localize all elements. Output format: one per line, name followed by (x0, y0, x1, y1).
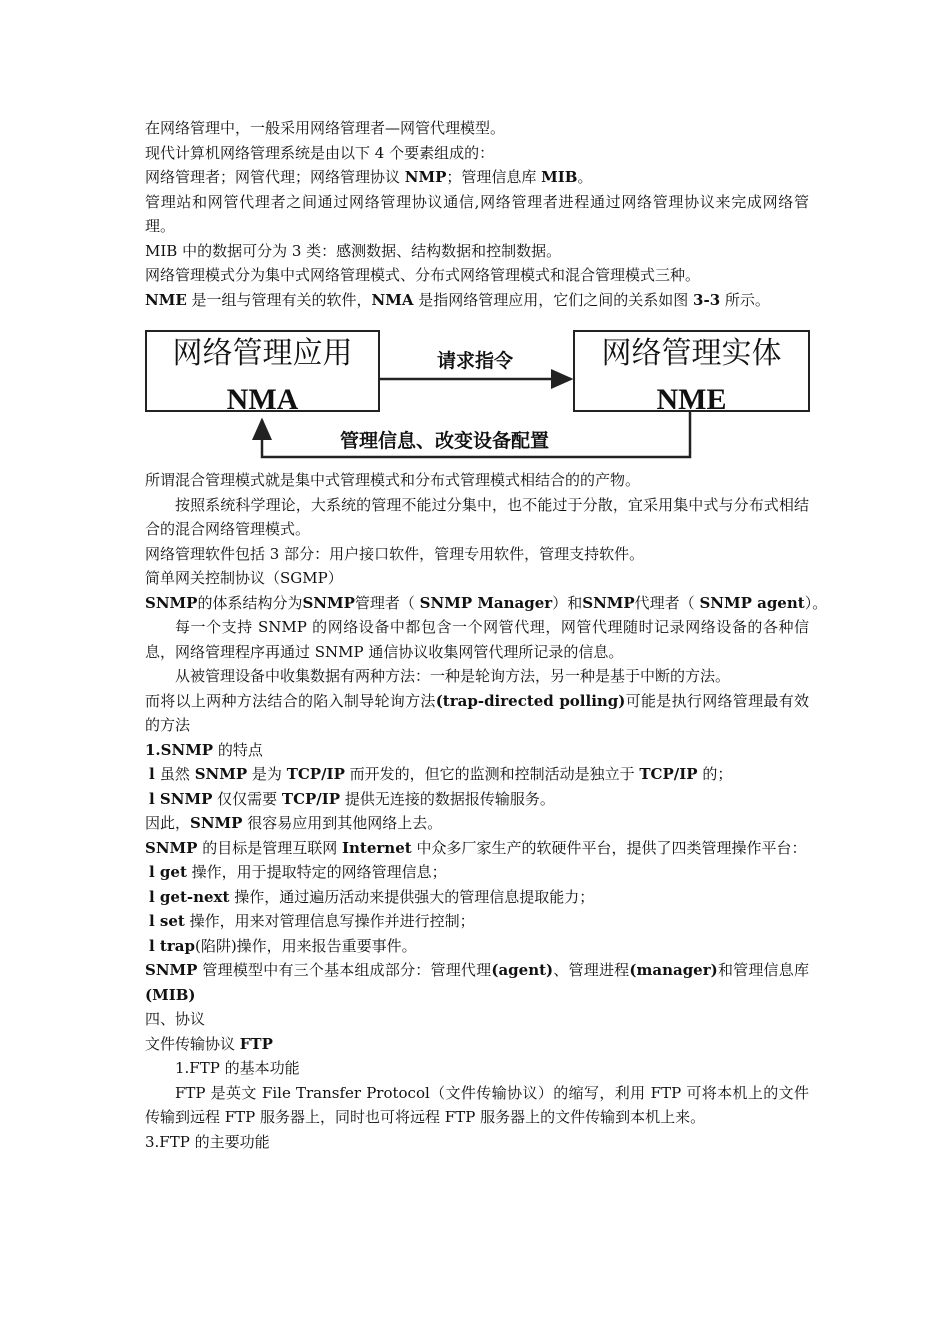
bullet-item: l set 操作，用来对管理信息写操作并进行控制； (149, 912, 475, 930)
nma-title: 网络管理应用 (172, 336, 353, 371)
paragraph: 网络管理模式分为集中式网络管理模式、分布式网络管理模式和混合管理模式三种。 (145, 266, 701, 284)
nma-nme-diagram (145, 330, 809, 460)
paragraph: 现代计算机网络管理系统是由以下 4 个要素组成的： (145, 143, 495, 162)
paragraph: 网络管理软件包括 3 部分：用户接口软件，管理专用软件，管理支持软件。 (145, 544, 645, 563)
bullet-item: l get-next 操作，通过遍历活动来提供强大的管理信息提取能力； (149, 887, 595, 906)
request-label: 请求指令 (437, 350, 514, 372)
paragraph: SNMP的体系结构分为SNMP管理者（ SNMP Manager）和SNMP代理者（ SNMP agent）。 (145, 593, 828, 612)
nma-box (145, 330, 380, 412)
subsection-heading: 3.FTP 的主要功能 (145, 1132, 270, 1151)
section-heading: 1.SNMP 的特点 (145, 740, 263, 759)
paragraph: 简单网关控制协议（SGMP） (145, 569, 343, 587)
section-heading: 文件传输协议 FTP (145, 1034, 273, 1053)
subsection-heading: 1.FTP 的基本功能 (175, 1059, 300, 1077)
paragraph: 所谓混合管理模式就是集中式管理模式和分布式管理模式相结合的的产物。 (145, 471, 641, 489)
paragraph: 按照系统科学理论，大系统的管理不能过分集中，也不能过于分散，宜采用集中式与分布式相结合的混合网络管理模式。 (145, 495, 809, 538)
paragraph: 在网络管理中，一般采用网络管理者—网管代理模型。 (145, 119, 506, 137)
paragraph: SNMP 的目标是管理互联网 Internet 中众多厂家生产的软硬件平台，提供了四类管理操作平台： (145, 838, 807, 857)
paragraph: MIB 中的数据可分为 3 类：感测数据、结构数据和控制数据。 (145, 241, 562, 260)
nme-box (573, 330, 810, 412)
paragraph: 而将以上两种方法结合的陷入制导轮询方法(trap-directed polling)可能是执行网络管理最有效的方法 (145, 691, 809, 734)
bullet-item: l get 操作，用于提取特定的网络管理信息； (149, 863, 447, 881)
paragraph: NME 是一组与管理有关的软件，NMA 是指网络管理应用，它们之间的关系如图 3-3 所示。 (145, 290, 770, 309)
paragraph: 从被管理设备中收集数据有两种方法：一种是轮询方法，另一种是基于中断的方法。 (175, 667, 731, 685)
paragraph: 因此，SNMP 很容易应用到其他网络上去。 (145, 814, 443, 832)
feedback-label: 管理信息、改变设备配置 (340, 430, 550, 452)
paragraph: 每一个支持 SNMP 的网络设备中都包含一个网管代理，网管代理随时记录网络设备的各种信息，网络管理程序再通过 SNMP 通信协议收集网管代理所记录的信息。 (145, 618, 809, 661)
paragraph: 管理站和网管代理者之间通过网络管理协议通信,网络管理者进程通过网络管理协议来完成网络管理。 (145, 192, 809, 235)
bullet-item: l SNMP 仅仅需要 TCP/IP 提供无连接的数据报传输服务。 (149, 789, 555, 808)
paragraph: FTP 是英文 File Transfer Protocol（文件传输协议）的缩写，利用 FTP 可将本机上的文件传输到远程 FTP 服务器上，同时也可将远程 FTP 服务器上的文件传输到本机上来。 (145, 1083, 809, 1126)
nme-title: 网络管理实体 (601, 336, 782, 371)
bullet-item: l trap(陷阱)操作，用来报告重要事件。 (149, 936, 417, 955)
nma-abbr: NMA (226, 383, 299, 412)
paragraph: 网络管理者；网管代理；网络管理协议 NMP；管理信息库 MIB。 (145, 168, 593, 186)
section-heading: 四、协议 (145, 1010, 206, 1028)
nme-abbr: NME (656, 383, 727, 412)
bullet-item: l 虽然 SNMP 是为 TCP/IP 而开发的，但它的监测和控制活动是独立于 TCP/IP 的； (149, 765, 733, 783)
paragraph: SNMP 管理模型中有三个基本组成部分：管理代理(agent)、管理进程(manager)和管理信息库(MIB) (145, 961, 809, 1004)
document-page (145, 116, 828, 1154)
